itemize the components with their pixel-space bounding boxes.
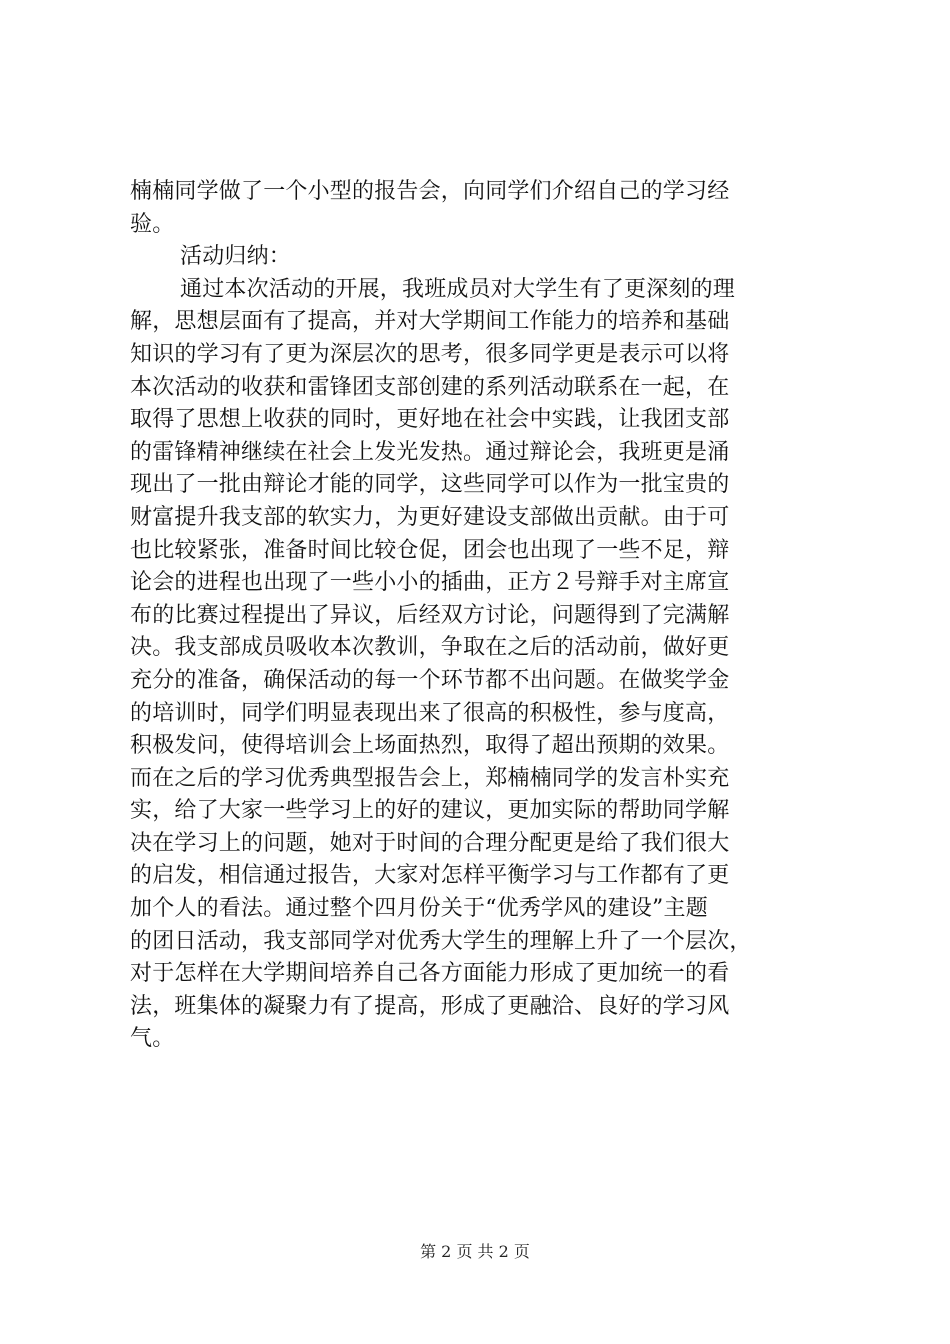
text-line: 决。我支部成员吸收本次教训，争取在之后的活动前，做好更 [130, 635, 730, 661]
text-line: 取得了思想上收获的同时，更好地在社会中实践，让我团支部 [130, 407, 730, 433]
text-line: 对于怎样在大学期间培养自己各方面能力形成了更加统一的看 [130, 961, 730, 987]
text-line: 实，给了大家一些学习上的好的建议，更加实际的帮助同学解 [130, 798, 730, 824]
text-line: 的启发，相信通过报告，大家对怎样平衡学习与工作都有了更 [130, 863, 730, 889]
text-line: 本次活动的收获和雷锋团支部创建的系列活动联系在一起，在 [130, 374, 730, 400]
text-line: 也比较紧张，准备时间比较仓促，团会也出现了一些不足，辩 [130, 537, 730, 563]
text-line: 积极发问，使得培训会上场面热烈，取得了超出预期的效果。 [130, 733, 730, 759]
text-line: 知识的学习有了更为深层次的思考，很多同学更是表示可以将 [130, 341, 730, 367]
text-line: 验。 [130, 211, 175, 237]
text-line: 活动归纳： [180, 244, 292, 270]
text-line: 现出了一批由辩论才能的同学，这些同学可以作为一批宝贵的 [130, 472, 730, 498]
text-line: 的团日活动，我支部同学对优秀大学生的理解上升了一个层次， [130, 928, 752, 954]
text-line: 布的比赛过程提出了异议，后经双方讨论，问题得到了完满解 [130, 602, 730, 628]
text-line: 楠楠同学做了一个小型的报告会，向同学们介绍自己的学习经 [130, 179, 730, 204]
page-footer: 第 2 页 共 2 页 [420, 1242, 530, 1261]
text-line: 的培训时，同学们明显表现出来了很高的积极性，参与度高， [130, 700, 730, 726]
text-line: 的雷锋精神继续在社会上发光发热。通过辩论会，我班更是涌 [130, 439, 730, 465]
text-line: 决在学习上的问题，她对于时间的合理分配更是给了我们很大 [130, 830, 730, 856]
text-line: 财富提升我支部的软实力，为更好建设支部做出贡献。由于可 [130, 504, 730, 530]
text-line: 气。 [130, 1026, 175, 1052]
text-line: 法，班集体的凝聚力有了提高，形成了更融洽、良好的学习风 [130, 993, 730, 1019]
text-line: 充分的准备，确保活动的每一个环节都不出问题。在做奖学金 [130, 667, 730, 693]
text-line: 解，思想层面有了提高，并对大学期间工作能力的培养和基础 [130, 309, 730, 335]
body-text [130, 176, 830, 1056]
text-line: 通过本次活动的开展，我班成员对大学生有了更深刻的理 [180, 276, 736, 302]
text-line: 加个人的看法。通过整个四月份关于“优秀学风的建设”主题 [130, 896, 708, 922]
text-line: 而在之后的学习优秀典型报告会上，郑楠楠同学的发言朴实充 [130, 765, 730, 791]
text-line: 论会的进程也出现了一些小小的插曲，正方２号辩手对主席宣 [130, 570, 730, 596]
